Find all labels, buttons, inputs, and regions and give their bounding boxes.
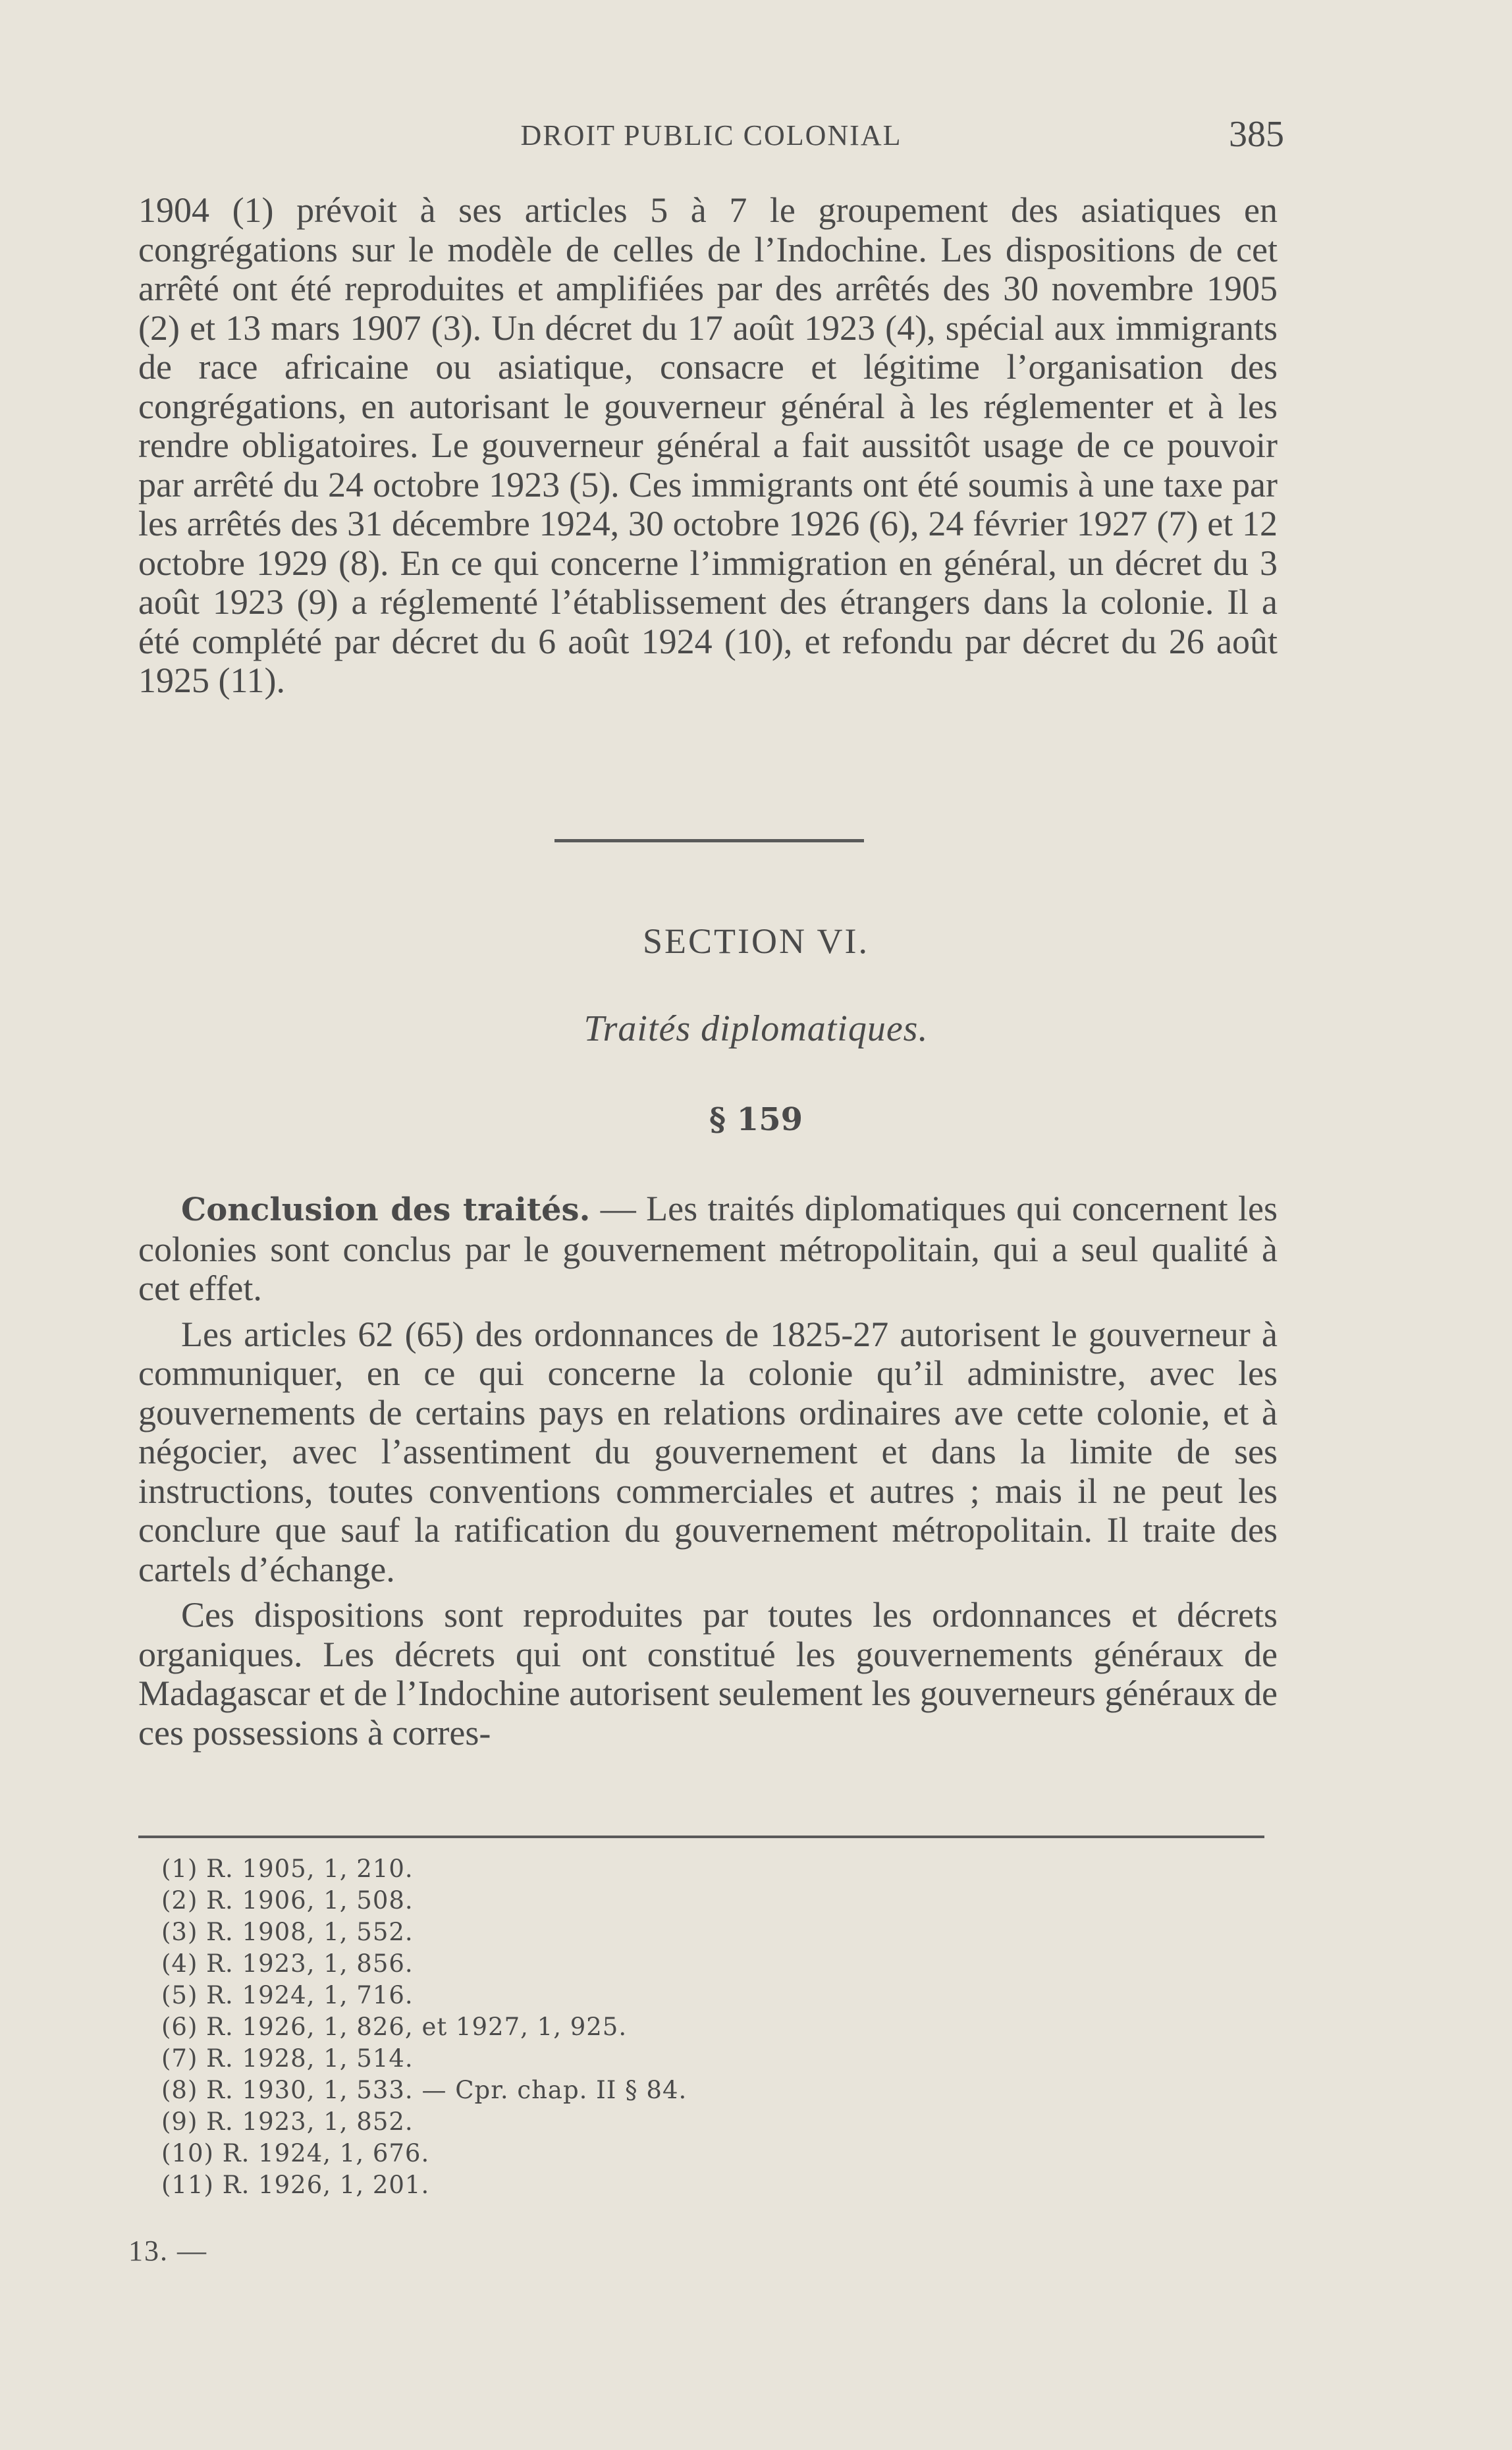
footnotes: [161, 1853, 1281, 2201]
section-title: SECTION VI.: [642, 921, 869, 961]
footnote-divider: [138, 1836, 1264, 1838]
footnote-9: (9) R. 1923, 1, 852.: [161, 2108, 414, 2136]
lead-in-heading: Conclusion des traités.: [181, 1191, 591, 1228]
signature-mark: 13. —: [128, 2235, 207, 2267]
section-subtitle: Traités diplomatiques.: [583, 1008, 929, 1049]
footnote-3: (3) R. 1908, 1, 552.: [161, 1918, 414, 1946]
running-title: DROIT PUBLIC COLONIAL: [520, 119, 902, 151]
paragraph-2: Les articles 62 (65) des ordonnances de 1825-27 autorisent le gouverneur à communiquer, en ce qui concerne la colonie qu’il administre, avec les gouvernements de certains pays en relations ordinaires ave cette colonie, et à négocier, avec l’assentiment du gouvernement et dans la limite de ses instructions, toutes conventions commerciales et autres ; mais il ne peut les conclure que sauf la ratification du gouvernement métropolitain. Il traite des cartels d’échange.: [138, 1314, 1278, 1589]
intro-text: 1904 (1) prévoit à ses articles 5 à 7 le groupement des asiatiques en congrégations sur le modèle de celles de l’Indochine. Les dispositions de cet arrêté ont été reproduites et amplifiées par des arrêtés des 30 novembre 1905 (2) et 13 mars 1907 (3). Un décret du 17 août 1923 (4), spécial aux immigrants de race africaine ou asiatique, consacre et légitime l’organisation des congrégations, en autorisant le gouverneur général à les réglementer et à les rendre obligatoires. Le gouverneur général a fait aussitôt usage de ce pouvoir par arrêté du 24 octobre 1923 (5). Ces immigrants ont été soumis à une taxe par les arrêtés des 31 décembre 1924, 30 octobre 1926 (6), 24 février 1927 (7) et 12 octobre 1929 (8). En ce qui concerne l’immigration en général, un décret du 3 août 1923 (9) a réglementé l’établissement des étrangers dans la colonie. Il a été complété par décret du 6 août 1924 (10), et refondu par décret du 26 août 1925 (11).: [138, 190, 1278, 700]
footnote-11: (11) R. 1926, 1, 201.: [161, 2171, 430, 2199]
page-number: 385: [1229, 114, 1284, 155]
paragraph-1: [138, 1189, 1278, 1309]
footnote-4: (4) R. 1923, 1, 856.: [161, 1949, 414, 1978]
section-divider: [554, 839, 864, 842]
footnote-8: (8) R. 1930, 1, 533. — Cpr. chap. II § 84.: [161, 2076, 688, 2104]
footnote-6: (6) R. 1926, 1, 826, et 1927, 1, 925.: [161, 2013, 628, 2041]
footnote-2: (2) R. 1906, 1, 508.: [161, 1886, 414, 1915]
intro-paragraph: [138, 191, 1278, 701]
paragraph-number: § 159: [709, 1101, 803, 1138]
footnote-7: (7) R. 1928, 1, 514.: [161, 2044, 414, 2073]
running-head: [138, 113, 1284, 159]
paragraph-3: Ces dispositions sont reproduites par toutes les ordonnances et décrets organiques. Les décrets qui ont constitué les gouvernements généraux de Madagascar et de l’Indochine autorisent seulement les gouverneurs généraux de ces possessions à corres-: [138, 1595, 1278, 1753]
footnote-10: (10) R. 1924, 1, 676.: [161, 2139, 430, 2167]
footnote-1: (1) R. 1905, 1, 210.: [161, 1855, 414, 1883]
footnote-5: (5) R. 1924, 1, 716.: [161, 1981, 414, 2009]
main-body: [138, 1189, 1278, 1759]
paragraph-1-text: — Les traités diplomatiques qui concernent les colonies sont conclus par le gouvernement métropolitain, qui a seul qualité à cet effet.: [138, 1189, 1278, 1308]
